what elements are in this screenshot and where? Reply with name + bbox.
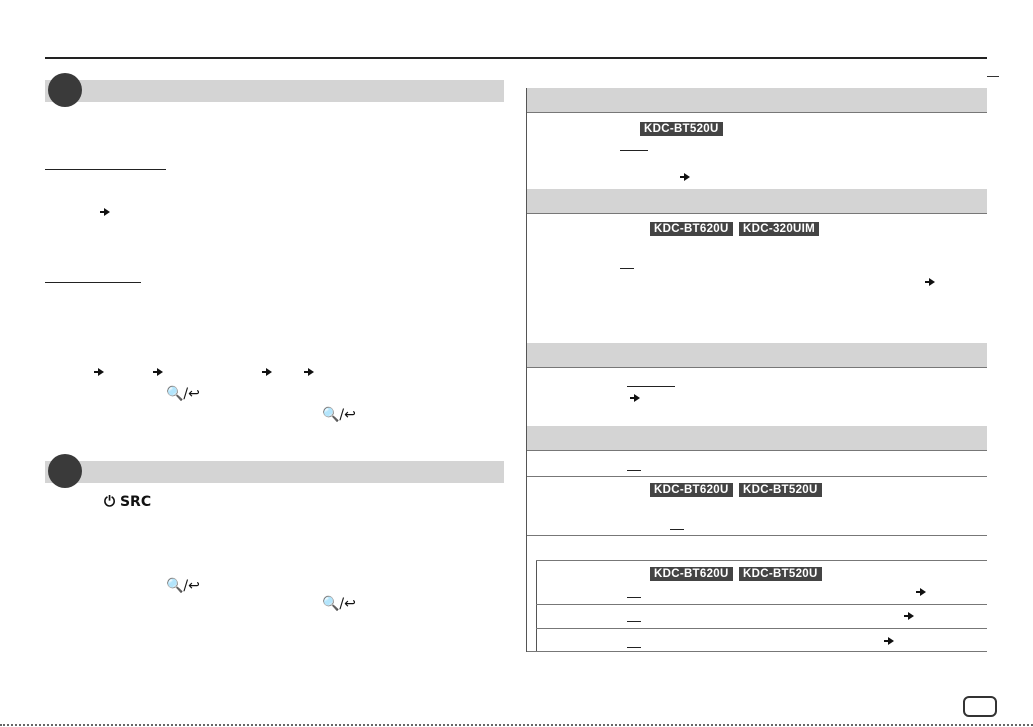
power-icon: ⏻	[104, 494, 116, 510]
default-underline	[627, 621, 641, 622]
arrow-icon	[104, 208, 110, 216]
footer-dotted-rule	[0, 724, 1033, 726]
power-src-button-icon	[104, 494, 151, 510]
arrow-icon	[634, 394, 640, 402]
src-label: SRC	[119, 494, 152, 510]
arrow-icon	[888, 637, 894, 645]
section-2-number-badge	[48, 454, 82, 488]
search-back-button-icon: 🔍/↩	[166, 578, 200, 594]
arrow-icon	[684, 173, 690, 181]
arrow-icon	[908, 612, 914, 620]
default-underline	[620, 150, 648, 151]
default-underline	[670, 529, 684, 530]
table-header-row-1	[527, 88, 987, 112]
row-divider	[536, 628, 987, 629]
arrow-icon	[929, 278, 935, 286]
model-tag: KDC-BT520U	[739, 483, 822, 497]
model-tag: KDC-BT620U	[650, 483, 733, 497]
model-tag: KDC-BT620U	[650, 222, 733, 236]
default-underline	[627, 597, 641, 598]
section-1-number-badge	[48, 73, 82, 107]
arrow-icon	[266, 368, 272, 376]
search-back-button-icon: 🔍/↩	[166, 386, 200, 402]
row-divider	[527, 476, 987, 477]
row-divider	[527, 535, 987, 536]
row-divider	[527, 367, 987, 368]
model-tag: KDC-BT520U	[640, 122, 723, 136]
default-underline	[627, 386, 675, 387]
table-header-row-4	[527, 426, 987, 450]
row-divider	[527, 213, 987, 214]
subheading-2-underline	[45, 282, 141, 283]
default-underline	[627, 647, 641, 648]
default-underline	[620, 268, 634, 269]
row-divider	[527, 450, 987, 451]
section-1-bar	[45, 80, 504, 102]
subheading-1-underline	[45, 169, 166, 170]
arrow-icon	[157, 368, 163, 376]
table-header-row-3	[527, 343, 987, 367]
section-2-bar	[45, 461, 504, 483]
row-divider	[527, 112, 987, 113]
row-divider	[527, 651, 987, 652]
header-rule	[45, 57, 987, 59]
arrow-icon	[920, 588, 926, 596]
continued-mark	[987, 76, 999, 77]
model-tag: KDC-BT620U	[650, 567, 733, 581]
row-divider	[536, 560, 987, 561]
model-tag: KDC-320UIM	[739, 222, 819, 236]
table-header-row-2	[527, 189, 987, 213]
default-underline	[627, 470, 641, 471]
model-tag: KDC-BT520U	[739, 567, 822, 581]
page-number-badge	[963, 696, 997, 717]
search-back-button-icon: 🔍/↩	[322, 407, 356, 423]
row-divider	[536, 604, 987, 605]
search-back-button-icon: 🔍/↩	[322, 596, 356, 612]
arrow-icon	[308, 368, 314, 376]
arrow-icon	[98, 368, 104, 376]
